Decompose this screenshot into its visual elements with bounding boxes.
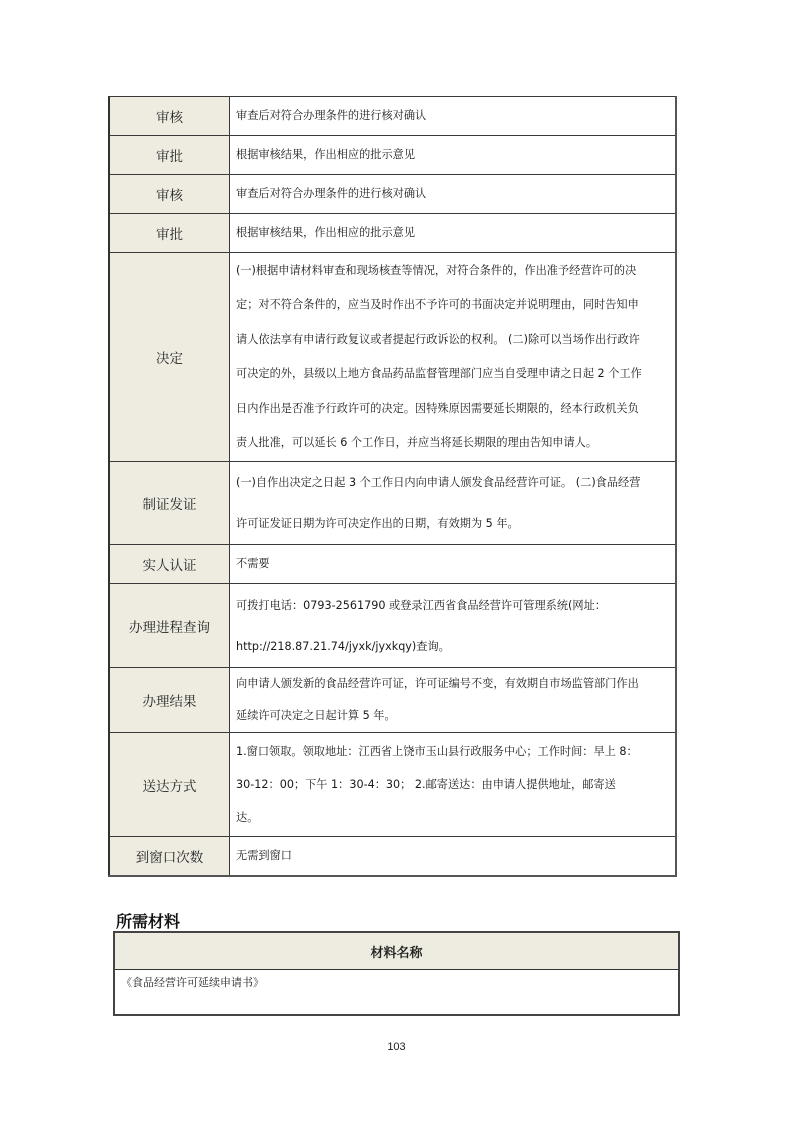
value-line: 可决定的外，县级以上地方食品药品监督管理部门应当自受理申请之日起 2 个工作: [236, 367, 642, 380]
value-line: 根据审核结果，作出相应的批示意见: [236, 226, 416, 239]
value-line: 向申请人颁发新的食品经营许可证，许可证编号不变，有效期自市场监管部门作出: [236, 677, 639, 690]
row-label: 决定: [109, 253, 230, 462]
row-label: 制证发证: [109, 462, 230, 545]
value-line: 不需要: [236, 557, 270, 570]
value-line: 1.窗口领取。领取地址：江西省上饶市玉山县行政服务中心；工作时间：早上 8：: [236, 745, 638, 758]
value-line: (一)根据申请材料审查和现场核查等情况，对符合条件的，作出准予经营许可的决: [236, 263, 637, 277]
value-line: 请人依法享有申请行政复议或者提起行政诉讼的权利。 (二)除可以当场作出行政许: [236, 332, 640, 346]
row-label: 办理结果: [109, 668, 230, 733]
row-label: 审批: [109, 136, 230, 175]
row-value: [230, 837, 677, 877]
row-value: [230, 136, 677, 175]
row-value: [230, 584, 677, 668]
value-line: 无需到窗口: [236, 849, 292, 862]
materials-column-header: 材料名称: [114, 932, 679, 970]
value-line: 责人批准，可以延长 6 个工作日，并应当将延长期限的理由告知申请人。: [236, 436, 598, 449]
table-row: [109, 545, 676, 584]
table-row: [109, 214, 676, 253]
value-line: 30-12：00；下午 1：30-4：30； 2.邮寄送达：由申请人提供地址，邮寄送: [236, 778, 616, 791]
table-row: [109, 584, 676, 668]
value-line: 定；对不符合条件的，应当及时作出不予许可的书面决定并说明理由，同时告知申: [236, 298, 639, 311]
row-label: 到窗口次数: [109, 837, 230, 877]
row-label: 审核: [109, 97, 230, 136]
service-info-table: [108, 96, 677, 877]
row-value: [230, 175, 677, 214]
value-line: http://218.87.21.74/jyxk/jyxkqy)查询。: [236, 639, 450, 653]
materials-section-title: 所需材料: [116, 912, 181, 931]
row-label: 送达方式: [109, 733, 230, 837]
row-value: [230, 97, 677, 136]
row-label: 办理进程查询: [109, 584, 230, 668]
table-row: [109, 733, 676, 837]
table-row: [109, 837, 676, 877]
value-line: 日内作出是否准予行政许可的决定。因特殊原因需要延长期限的，经本行政机关负: [236, 401, 639, 415]
row-value: [230, 214, 677, 253]
row-value: [230, 733, 677, 837]
value-line: 可拨打电话：0793-2561790 或登录江西省食品经营许可管理系统(网址：: [236, 598, 606, 612]
value-line: 根据审核结果，作出相应的批示意见: [236, 148, 416, 161]
materials-row: [114, 970, 679, 1016]
row-label: 实人认证: [109, 545, 230, 584]
table-row: [109, 175, 676, 214]
row-value: [230, 545, 677, 584]
row-value: [230, 462, 677, 545]
value-line: 审查后对符合办理条件的进行核对确认: [236, 187, 427, 200]
value-line: 达。: [236, 811, 259, 824]
row-label: 审核: [109, 175, 230, 214]
value-line: 许可证发证日期为许可决定作出的日期，有效期为 5 年。: [236, 517, 519, 530]
table-row: [109, 462, 676, 545]
materials-table: [113, 931, 680, 1016]
row-label: 审批: [109, 214, 230, 253]
page-number: 103: [387, 1041, 406, 1053]
value-line: (一)自作出决定之日起 3 个工作日内向申请人颁发食品经营许可证。 (二)食品经营: [236, 476, 641, 489]
value-line: 审查后对符合办理条件的进行核对确认: [236, 109, 427, 122]
row-value: [230, 668, 677, 733]
materials-header-row: [114, 932, 679, 970]
value-line: 延续许可决定之日起计算 5 年。: [236, 709, 396, 722]
table-row: [109, 668, 676, 733]
table-row: [109, 253, 676, 462]
row-value: [230, 253, 677, 462]
table-row: [109, 136, 676, 175]
material-name: 《食品经营许可延续申请书》: [121, 976, 264, 989]
table-row: [109, 97, 676, 136]
